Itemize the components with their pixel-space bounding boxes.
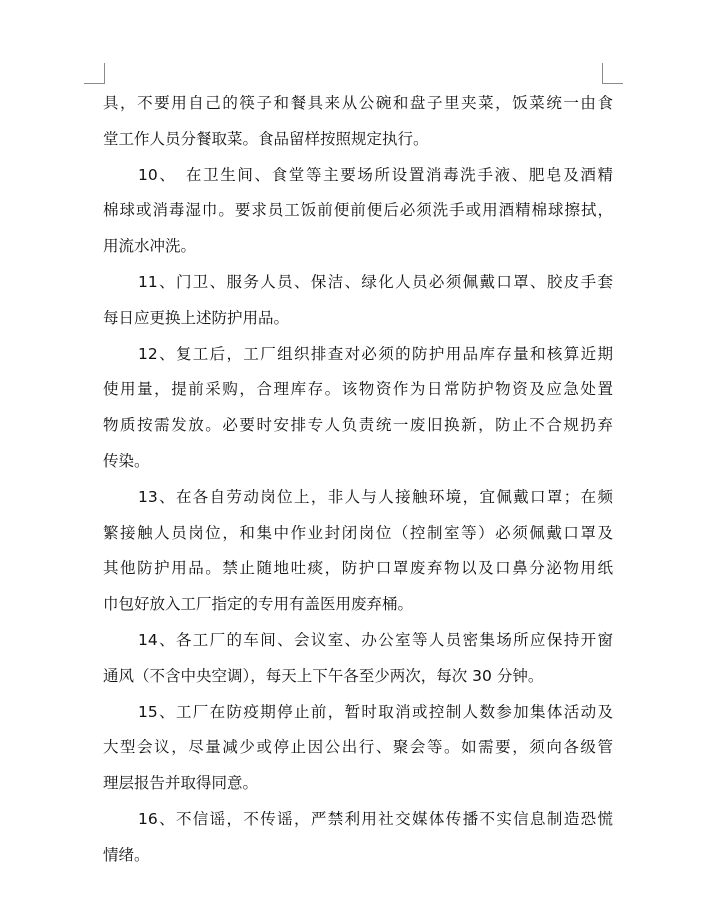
text-line: 12、复工后，工厂组织排查对必须的防护用品库存量和核算近期	[138, 344, 613, 363]
text-line: 具，不要用自己的筷子和餐具来从公碗和盘子里夹菜，饭菜统一由食	[103, 94, 613, 112]
paragraph-item-12	[103, 337, 613, 480]
text-line: 物质按需发放。必要时安排专人负责统一废旧换新，防止不合规扔弃	[103, 416, 613, 435]
text-line: 理层报告并取得同意。	[103, 774, 259, 793]
text-line: 传染。	[103, 451, 150, 470]
text-line: 11、门卫、服务人员、保洁、绿化人员必须佩戴口罩、胶皮手套	[138, 272, 613, 291]
text-line: 13、在各自劳动岗位上，非人与人接触环境，宜佩戴口罩；在频	[138, 487, 613, 506]
text-line: 16、不信谣，不传谣，严禁利用社交媒体传播不实信息制造恐慌	[138, 809, 613, 828]
text-line: 情绪。	[103, 845, 150, 864]
text-line: 巾包好放入工厂指定的专用有盖医用废弃桶。	[103, 595, 414, 614]
paragraph-item-14	[103, 623, 613, 695]
text-line: 用流水冲洗。	[103, 237, 197, 256]
paragraph-item-11	[103, 265, 613, 337]
text-line: 繁接触人员岗位，和集中作业封闭岗位（控制室等）必须佩戴口罩及	[103, 523, 613, 542]
paragraph-item-10	[103, 158, 613, 265]
text-line: 棉球或消毒湿巾。要求员工饭前便前便后必须洗手或用酒精棉球擦拭，	[103, 201, 613, 220]
crop-mark-top-right	[602, 63, 623, 84]
text-line: 堂工作人员分餐取菜。食品留样按照规定执行。	[103, 129, 429, 148]
paragraph-item-16	[103, 802, 613, 874]
text-line: 14、各工厂的车间、会议室、办公室等人员密集场所应保持开窗	[138, 630, 613, 649]
text-line: 每日应更换上述防护用品。	[103, 308, 290, 327]
text-line: 其他防护用品。禁止随地吐痰，防护口罩废弃物以及口鼻分泌物用纸	[103, 559, 613, 578]
text-line: 大型会议，尽量减少或停止因公出行、聚会等。如需要，须向各级管	[103, 738, 613, 757]
paragraph-item-13	[103, 480, 613, 623]
text-line: 通风（不含中央空调），每天上下午各至少两次，每次 30 分钟。	[103, 666, 544, 685]
document-body	[103, 86, 613, 874]
text-line: 使用量，提前采购，合理库存。该物资作为日常防护物资及应急处置	[103, 380, 613, 399]
paragraph-item-15	[103, 695, 613, 802]
text-line: 15、工厂在防疫期停止前，暂时取消或控制人数参加集体活动及	[138, 702, 613, 721]
crop-mark-top-left	[84, 63, 105, 84]
paragraph-continued	[103, 86, 613, 158]
text-line: 10、 在卫生间、食堂等主要场所设置消毒洗手液、肥皂及酒精	[138, 165, 613, 184]
